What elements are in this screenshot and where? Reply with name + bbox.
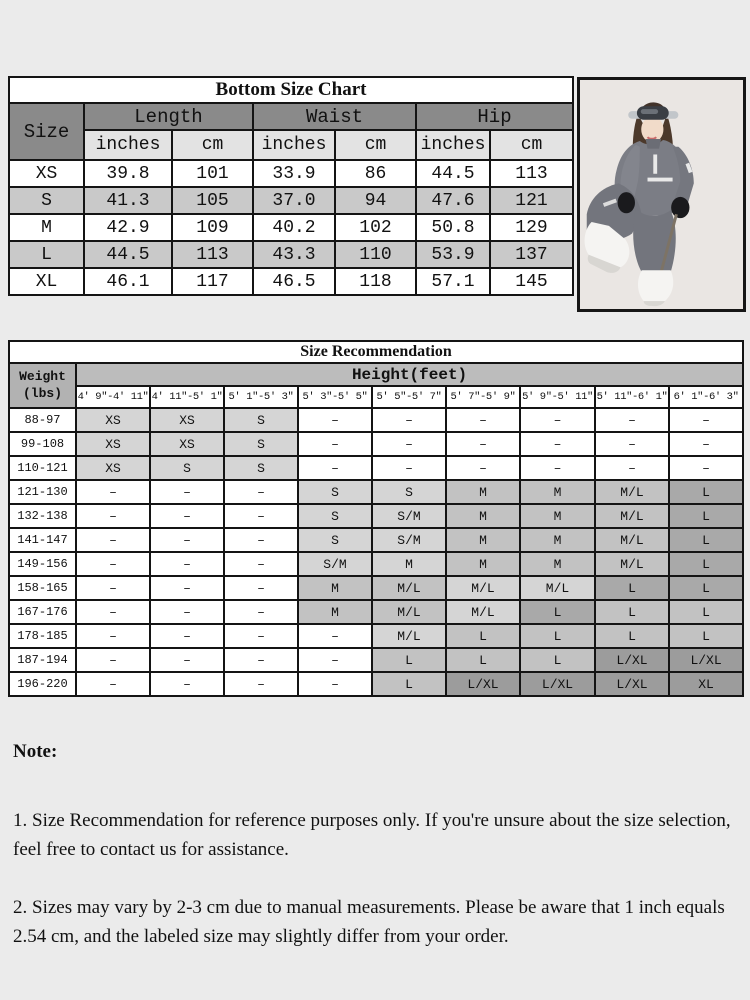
sr-cell: M <box>446 480 520 504</box>
sr-cell: L <box>595 576 669 600</box>
sr-row-110-121 <box>9 456 743 480</box>
bsc-group-header-row <box>9 103 573 130</box>
sr-cell: L/XL <box>446 672 520 696</box>
sr-cell: – <box>150 672 224 696</box>
sr-cell: – <box>150 576 224 600</box>
bsc-cell: 46.5 <box>253 268 335 295</box>
sr-cell: L <box>669 480 743 504</box>
bsc-cell: 43.3 <box>253 241 335 268</box>
sr-cell: S <box>372 480 446 504</box>
sr-cell: L <box>669 528 743 552</box>
sr-cell: – <box>669 408 743 432</box>
sr-cell: M <box>520 480 595 504</box>
bsc-unit-header: cm <box>490 130 573 160</box>
bsc-cell: 145 <box>490 268 573 295</box>
sr-cell: M/L <box>595 528 669 552</box>
bsc-cell: 40.2 <box>253 214 335 241</box>
bsc-row-s <box>9 187 573 214</box>
sr-cell: – <box>76 528 150 552</box>
sr-cell: – <box>76 600 150 624</box>
sr-cell: XS <box>150 408 224 432</box>
sr-cell: – <box>150 648 224 672</box>
sr-cell: M <box>298 600 372 624</box>
sr-cell: XS <box>76 432 150 456</box>
sr-cell: – <box>76 576 150 600</box>
bsc-unit-header: inches <box>84 130 172 160</box>
note-heading: Note: <box>13 741 58 762</box>
sr-cell: – <box>298 456 372 480</box>
sr-weight-label: 132-138 <box>9 504 76 528</box>
bsc-cell: 86 <box>335 160 416 187</box>
sr-cell: S/M <box>372 504 446 528</box>
bsc-cell: 121 <box>490 187 573 214</box>
bsc-size-label: XS <box>9 160 84 187</box>
sr-cell: L <box>669 624 743 648</box>
sr-cell: M <box>520 552 595 576</box>
sr-row-88-97 <box>9 408 743 432</box>
bsc-unit-header-row <box>9 130 573 160</box>
bsc-row-xl <box>9 268 573 295</box>
bsc-cell: 57.1 <box>416 268 490 295</box>
sr-cell: S/M <box>372 528 446 552</box>
sr-title: Size Recommendation <box>9 341 743 363</box>
sr-cell: L/XL <box>595 672 669 696</box>
sr-cell: – <box>446 456 520 480</box>
sr-weight-label: 196-220 <box>9 672 76 696</box>
sr-cell: – <box>520 408 595 432</box>
bsc-cell: 33.9 <box>253 160 335 187</box>
bsc-cell: 105 <box>172 187 253 214</box>
bsc-cell: 44.5 <box>84 241 172 268</box>
sr-cell: M/L <box>595 480 669 504</box>
sr-cell: – <box>76 672 150 696</box>
bsc-cell: 39.8 <box>84 160 172 187</box>
right-boot <box>638 270 673 301</box>
bsc-cell: 42.9 <box>84 214 172 241</box>
sr-cell: M <box>446 552 520 576</box>
sr-cell: L <box>520 624 595 648</box>
sr-cell: M <box>298 576 372 600</box>
sr-cell: – <box>669 432 743 456</box>
sr-cell: S <box>224 408 298 432</box>
sr-cell: L <box>669 504 743 528</box>
sr-row-141-147 <box>9 528 743 552</box>
sr-weight-label: 158-165 <box>9 576 76 600</box>
sr-weight-label: 187-194 <box>9 648 76 672</box>
sr-row-99-108 <box>9 432 743 456</box>
sr-cell: L/XL <box>520 672 595 696</box>
sr-cell: L <box>520 648 595 672</box>
bsc-cell: 102 <box>335 214 416 241</box>
bsc-cell: 113 <box>490 160 573 187</box>
bsc-unit-header: inches <box>253 130 335 160</box>
sr-cell: S <box>150 456 224 480</box>
sr-cell: – <box>76 624 150 648</box>
sr-cell: S <box>224 432 298 456</box>
sr-cell: – <box>76 480 150 504</box>
sr-cell: – <box>224 552 298 576</box>
sr-cell: – <box>224 600 298 624</box>
sr-height-header: Height(feet) <box>76 363 743 386</box>
sr-cell: L <box>669 576 743 600</box>
note-section <box>13 737 739 951</box>
sr-cell: – <box>298 648 372 672</box>
sr-height-range: 6' 1"-6' 3" <box>669 386 743 408</box>
sr-cell: – <box>150 552 224 576</box>
sr-cell: M/L <box>372 600 446 624</box>
sr-cell: – <box>446 408 520 432</box>
right-glove <box>671 197 689 218</box>
sr-cell: M/L <box>595 552 669 576</box>
sr-cell: – <box>76 552 150 576</box>
sr-cell: – <box>298 408 372 432</box>
sr-weight-label: 178-185 <box>9 624 76 648</box>
left-glove <box>618 192 635 213</box>
sr-height-range: 5' 3"-5' 5" <box>298 386 372 408</box>
sr-cell: – <box>150 528 224 552</box>
bsc-cell: 129 <box>490 214 573 241</box>
bsc-size-header: Size <box>9 103 84 160</box>
bsc-cell: 137 <box>490 241 573 268</box>
note-item-1: 1. Size Recommendation for reference purposes only. If you're unsure about the size selection, feel free to contact us for assistance. <box>13 810 731 860</box>
sr-cell: – <box>150 480 224 504</box>
bsc-row-l <box>9 241 573 268</box>
bottom-size-chart-table <box>8 76 574 296</box>
sr-cell: – <box>520 456 595 480</box>
bsc-cell: 46.1 <box>84 268 172 295</box>
bsc-unit-header: inches <box>416 130 490 160</box>
bsc-cell: 118 <box>335 268 416 295</box>
sr-cell: M/L <box>595 504 669 528</box>
sr-weight-label: 167-176 <box>9 600 76 624</box>
sr-cell: S <box>224 456 298 480</box>
bsc-cell: 50.8 <box>416 214 490 241</box>
sr-cell: – <box>595 456 669 480</box>
bsc-cell: 101 <box>172 160 253 187</box>
bsc-title: Bottom Size Chart <box>9 77 573 103</box>
sr-cell: – <box>372 408 446 432</box>
sr-row-149-156 <box>9 552 743 576</box>
sr-weight-label: 99-108 <box>9 432 76 456</box>
sr-row-167-176 <box>9 600 743 624</box>
sr-row-132-138 <box>9 504 743 528</box>
sr-cell: L <box>520 600 595 624</box>
sr-cell: – <box>150 600 224 624</box>
sr-cell: – <box>446 432 520 456</box>
sr-cell: M <box>520 504 595 528</box>
bsc-size-label: S <box>9 187 84 214</box>
sr-row-187-194 <box>9 648 743 672</box>
ski-suit-model-illustration <box>580 80 743 309</box>
sr-row-158-165 <box>9 576 743 600</box>
sr-height-header-row <box>9 363 743 386</box>
sr-cell: – <box>150 504 224 528</box>
sr-weight-label: 110-121 <box>9 456 76 480</box>
sr-weight-label: 121-130 <box>9 480 76 504</box>
sr-cell: – <box>669 456 743 480</box>
sr-cell: L/XL <box>595 648 669 672</box>
sr-cell: XS <box>150 432 224 456</box>
sr-cell: M/L <box>372 624 446 648</box>
sr-cell: M/L <box>520 576 595 600</box>
sr-cell: L <box>669 552 743 576</box>
sr-cell: L <box>595 624 669 648</box>
sr-cell: – <box>224 672 298 696</box>
sr-height-range: 4' 9"-4' 11" <box>76 386 150 408</box>
sr-height-range: 5' 7"-5' 9" <box>446 386 520 408</box>
sr-cell: – <box>224 528 298 552</box>
sr-cell: L <box>372 648 446 672</box>
bsc-title-row <box>9 77 573 103</box>
sr-weight-label: 88-97 <box>9 408 76 432</box>
sr-cell: – <box>372 456 446 480</box>
sr-cell: – <box>76 504 150 528</box>
sr-cell: – <box>520 432 595 456</box>
sr-cell: – <box>298 432 372 456</box>
sr-height-range: 5' 9"-5' 11" <box>520 386 595 408</box>
sr-cell: – <box>150 624 224 648</box>
bsc-cell: 53.9 <box>416 241 490 268</box>
sr-cell: – <box>298 624 372 648</box>
sr-cell: M/L <box>446 576 520 600</box>
bsc-row-xs <box>9 160 573 187</box>
bsc-size-label: L <box>9 241 84 268</box>
sr-cell: M <box>372 552 446 576</box>
product-photo <box>577 77 746 312</box>
sr-cell: L <box>446 648 520 672</box>
sr-cell: XS <box>76 408 150 432</box>
sr-cell: – <box>224 648 298 672</box>
sr-row-121-130 <box>9 480 743 504</box>
bsc-cell: 37.0 <box>253 187 335 214</box>
sr-title-row <box>9 341 743 363</box>
sr-cell: – <box>224 504 298 528</box>
sr-cell: – <box>372 432 446 456</box>
bsc-cell: 44.5 <box>416 160 490 187</box>
sr-cell: L <box>446 624 520 648</box>
bsc-group-header-length: Length <box>84 103 253 130</box>
bsc-size-label: M <box>9 214 84 241</box>
sr-height-range: 5' 5"-5' 7" <box>372 386 446 408</box>
sr-height-range: 4' 11"-5' 1" <box>150 386 224 408</box>
sr-cell: M <box>446 504 520 528</box>
sr-cell: L <box>595 600 669 624</box>
sr-height-range: 5' 11"-6' 1" <box>595 386 669 408</box>
note-item-2: 2. Sizes may vary by 2-3 cm due to manual measurements. Please be aware that 1 inch equals 2.54 cm, and the labeled size may slightly differ from your order. <box>13 897 725 947</box>
bsc-cell: 117 <box>172 268 253 295</box>
sr-cell: L <box>372 672 446 696</box>
sr-cell: M/L <box>372 576 446 600</box>
sr-cell: L <box>669 600 743 624</box>
bsc-cell: 47.6 <box>416 187 490 214</box>
sr-weight-label: 141-147 <box>9 528 76 552</box>
sr-cell: – <box>224 480 298 504</box>
sr-cell: – <box>595 432 669 456</box>
sr-cell: – <box>224 624 298 648</box>
size-recommendation-table <box>8 340 744 697</box>
sr-cell: XS <box>76 456 150 480</box>
bsc-cell: 94 <box>335 187 416 214</box>
sr-cell: S/M <box>298 552 372 576</box>
sr-row-196-220 <box>9 672 743 696</box>
sr-height-range: 5' 1"-5' 3" <box>224 386 298 408</box>
sr-height-range-row <box>9 386 743 408</box>
bsc-cell: 113 <box>172 241 253 268</box>
bsc-cell: 110 <box>335 241 416 268</box>
bsc-cell: 41.3 <box>84 187 172 214</box>
sr-cell: S <box>298 504 372 528</box>
sr-cell: XL <box>669 672 743 696</box>
bsc-group-header-hip: Hip <box>416 103 573 130</box>
bsc-unit-header: cm <box>172 130 253 160</box>
sr-cell: M <box>520 528 595 552</box>
sr-row-178-185 <box>9 624 743 648</box>
bsc-unit-header: cm <box>335 130 416 160</box>
sr-cell: – <box>298 672 372 696</box>
sr-cell: – <box>76 648 150 672</box>
sr-weight-label: 149-156 <box>9 552 76 576</box>
sr-cell: – <box>595 408 669 432</box>
sr-cell: S <box>298 528 372 552</box>
bsc-group-header-waist: Waist <box>253 103 416 130</box>
sr-cell: M/L <box>446 600 520 624</box>
sr-cell: – <box>224 576 298 600</box>
bsc-size-label: XL <box>9 268 84 295</box>
bsc-cell: 109 <box>172 214 253 241</box>
sr-cell: L/XL <box>669 648 743 672</box>
sr-cell: M <box>446 528 520 552</box>
sr-cell: S <box>298 480 372 504</box>
bsc-row-m <box>9 214 573 241</box>
sr-weight-header: Weight (lbs) <box>9 363 76 408</box>
